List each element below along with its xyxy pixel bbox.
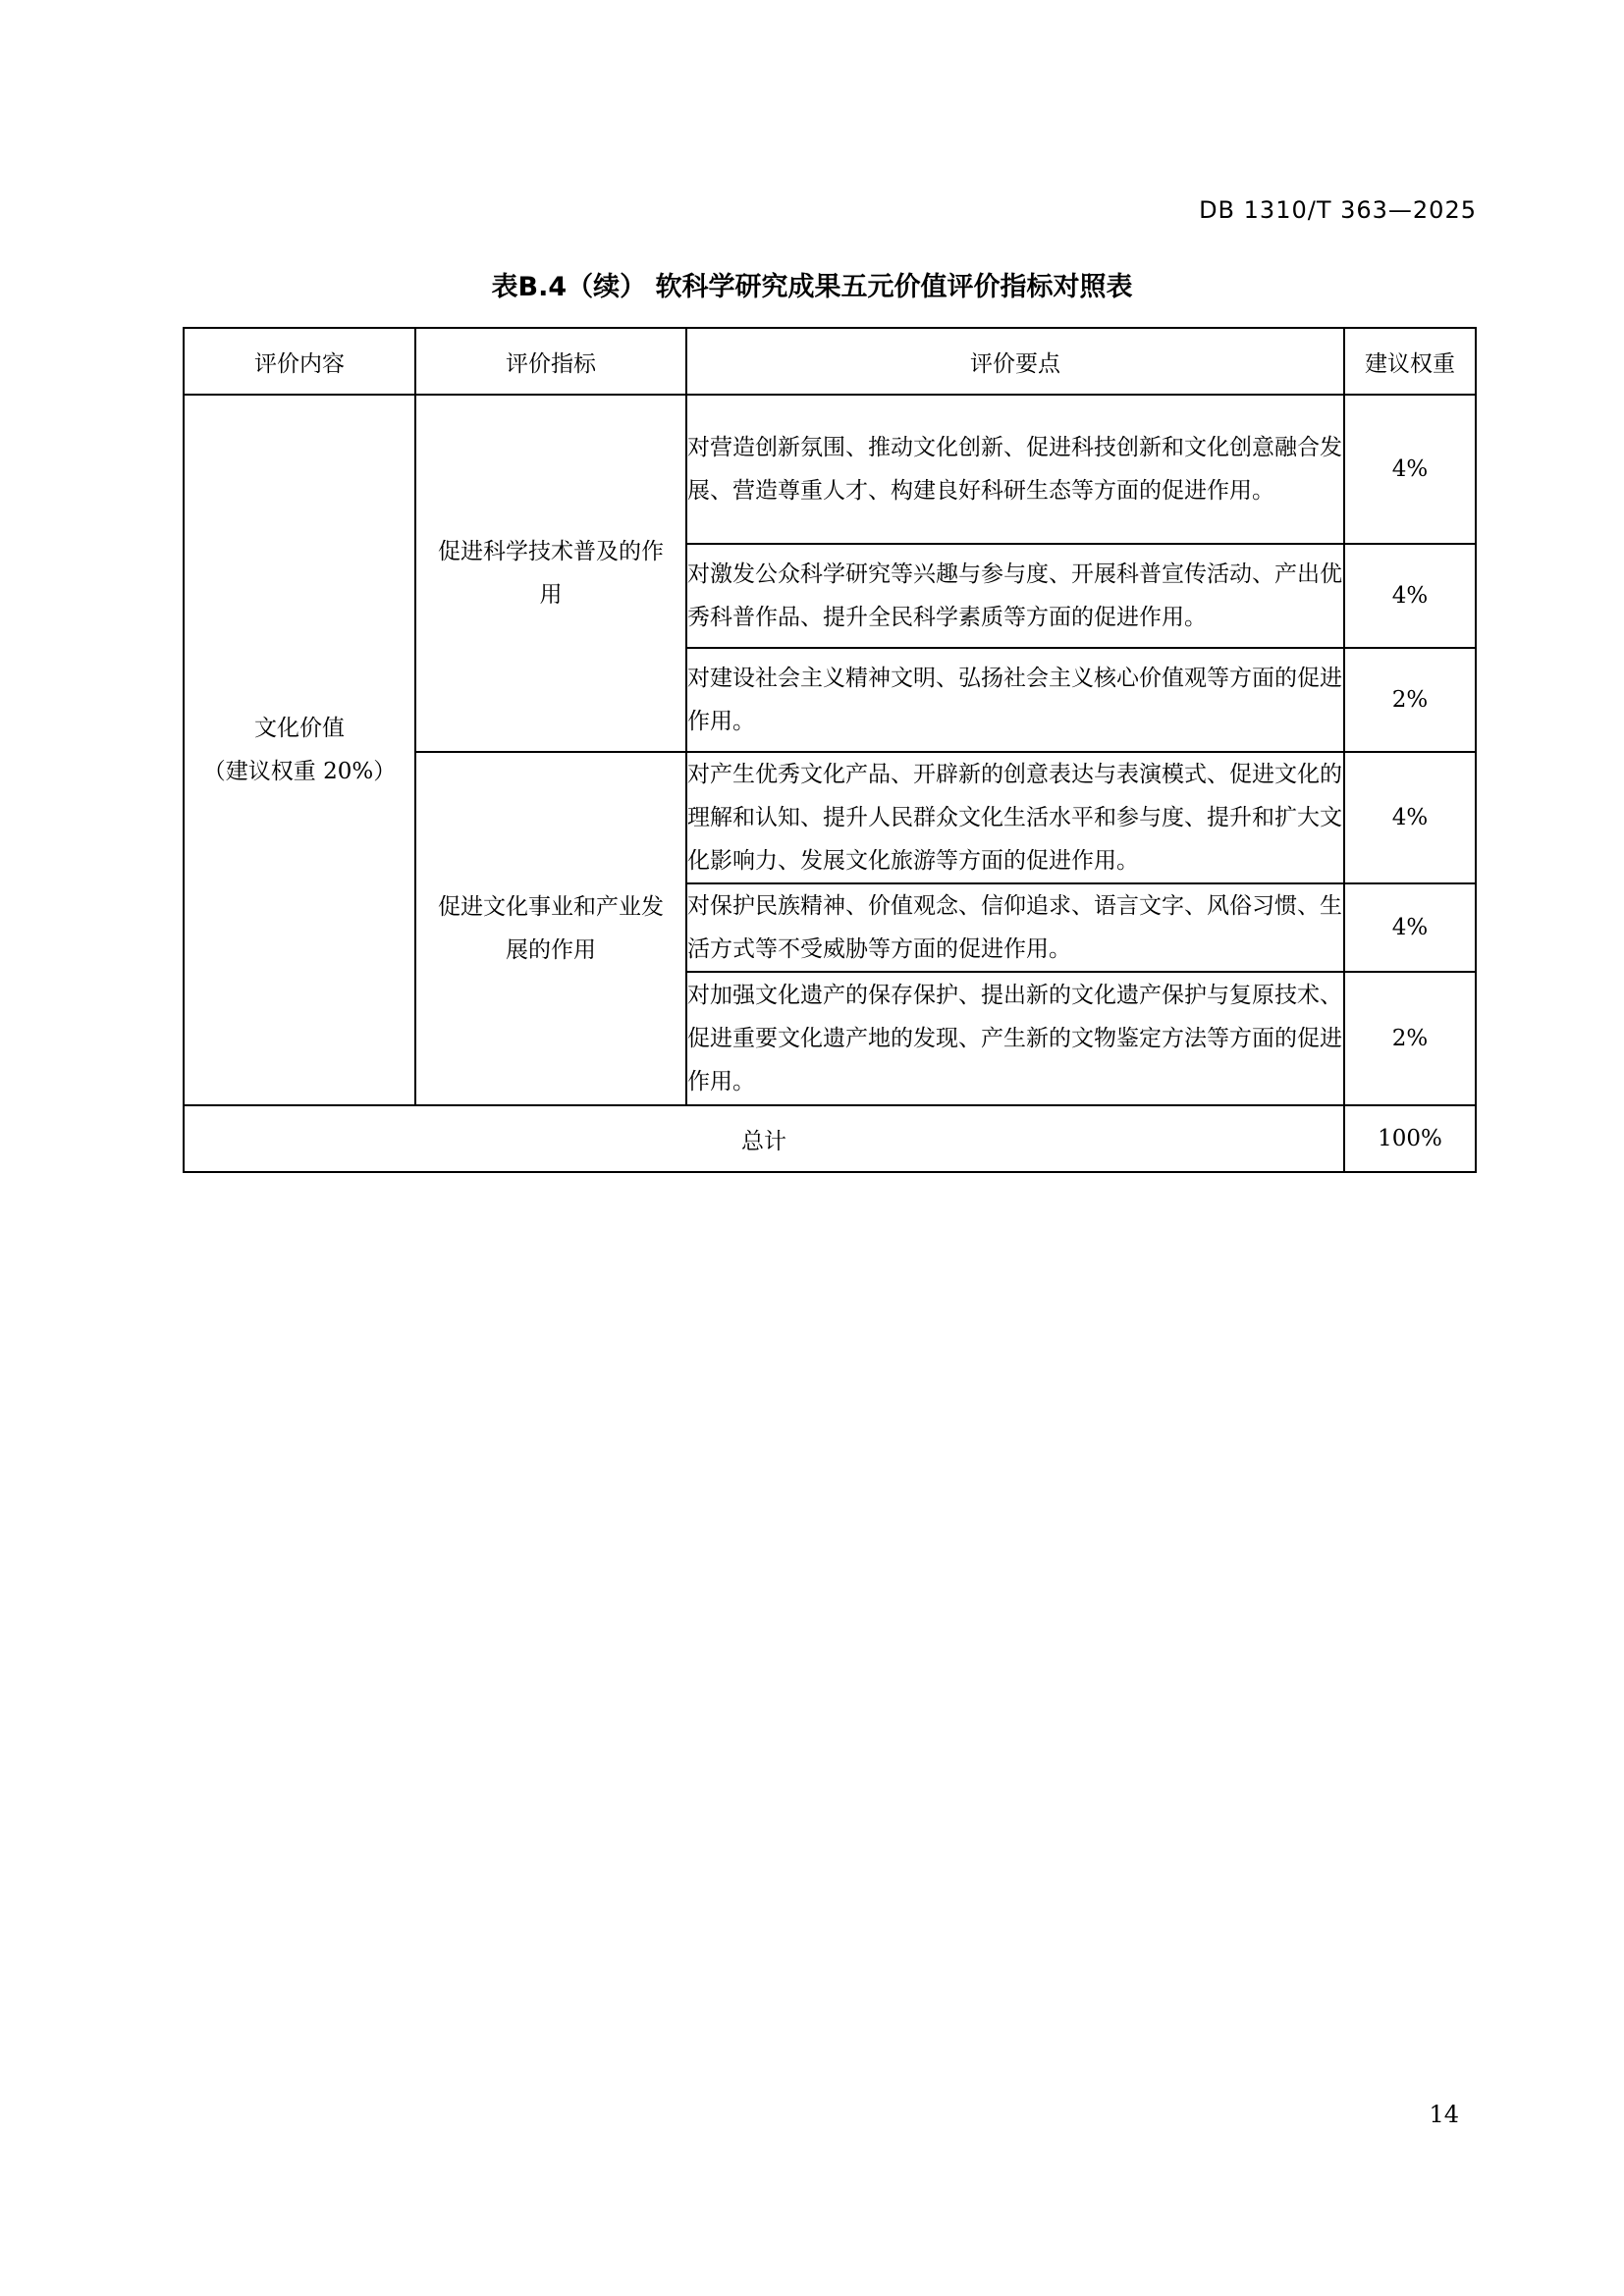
table-header-row: [184, 328, 1476, 395]
point-cell: 对建设社会主义精神文明、弘扬社会主义核心价值观等方面的促进作用。: [686, 648, 1344, 752]
indicator-cell: [415, 752, 686, 1105]
page-number: 14: [1429, 2101, 1459, 2128]
weight-cell: 4%: [1344, 395, 1476, 544]
weight-cell: 4%: [1344, 883, 1476, 972]
total-label: 总计: [184, 1105, 1344, 1172]
point-cell: 对营造创新氛围、推动文化创新、促进科技创新和文化创意融合发展、营造尊重人才、构建良好科研生态等方面的促进作用。: [686, 395, 1344, 544]
content-cell: [184, 395, 415, 1105]
evaluation-table: [183, 327, 1477, 1173]
weight-cell: 4%: [1344, 752, 1476, 883]
total-row: [184, 1105, 1476, 1172]
column-header-points: 评价要点: [686, 328, 1344, 395]
point-cell: 对产生优秀文化产品、开辟新的创意表达与表演模式、促进文化的理解和认知、提升人民群众文化生活水平和参与度、提升和扩大文化影响力、发展文化旅游等方面的促进作用。: [686, 752, 1344, 883]
indicator-text: 促进科学技术普及的作用: [438, 539, 664, 608]
table-row: [184, 395, 1476, 544]
column-header-content: 评价内容: [184, 328, 415, 395]
point-cell: 对激发公众科学研究等兴趣与参与度、开展科普宣传活动、产出优秀科普作品、提升全民科学素质等方面的促进作用。: [686, 544, 1344, 648]
document-code: DB 1310/T 363—2025: [1199, 196, 1477, 224]
indicator-text: 促进文化事业和产业发展的作用: [438, 894, 664, 963]
total-value: 100%: [1344, 1105, 1476, 1172]
column-header-weight: 建议权重: [1344, 328, 1476, 395]
weight-cell: 4%: [1344, 544, 1476, 648]
content-name: 文化价值: [254, 716, 345, 741]
column-header-indicator: 评价指标: [415, 328, 686, 395]
point-cell: 对加强文化遗产的保存保护、提出新的文化遗产保护与复原技术、促进重要文化遗产地的发现、产生新的文物鉴定方法等方面的促进作用。: [686, 972, 1344, 1105]
indicator-cell: [415, 395, 686, 752]
content-weight-note: （建议权重 20%）: [202, 759, 397, 784]
table-title: 表B.4（续） 软科学研究成果五元价值评价指标对照表: [491, 272, 1133, 302]
point-cell: 对保护民族精神、价值观念、信仰追求、语言文字、风俗习惯、生活方式等不受威胁等方面的促进作用。: [686, 883, 1344, 972]
weight-cell: 2%: [1344, 972, 1476, 1105]
weight-cell: 2%: [1344, 648, 1476, 752]
